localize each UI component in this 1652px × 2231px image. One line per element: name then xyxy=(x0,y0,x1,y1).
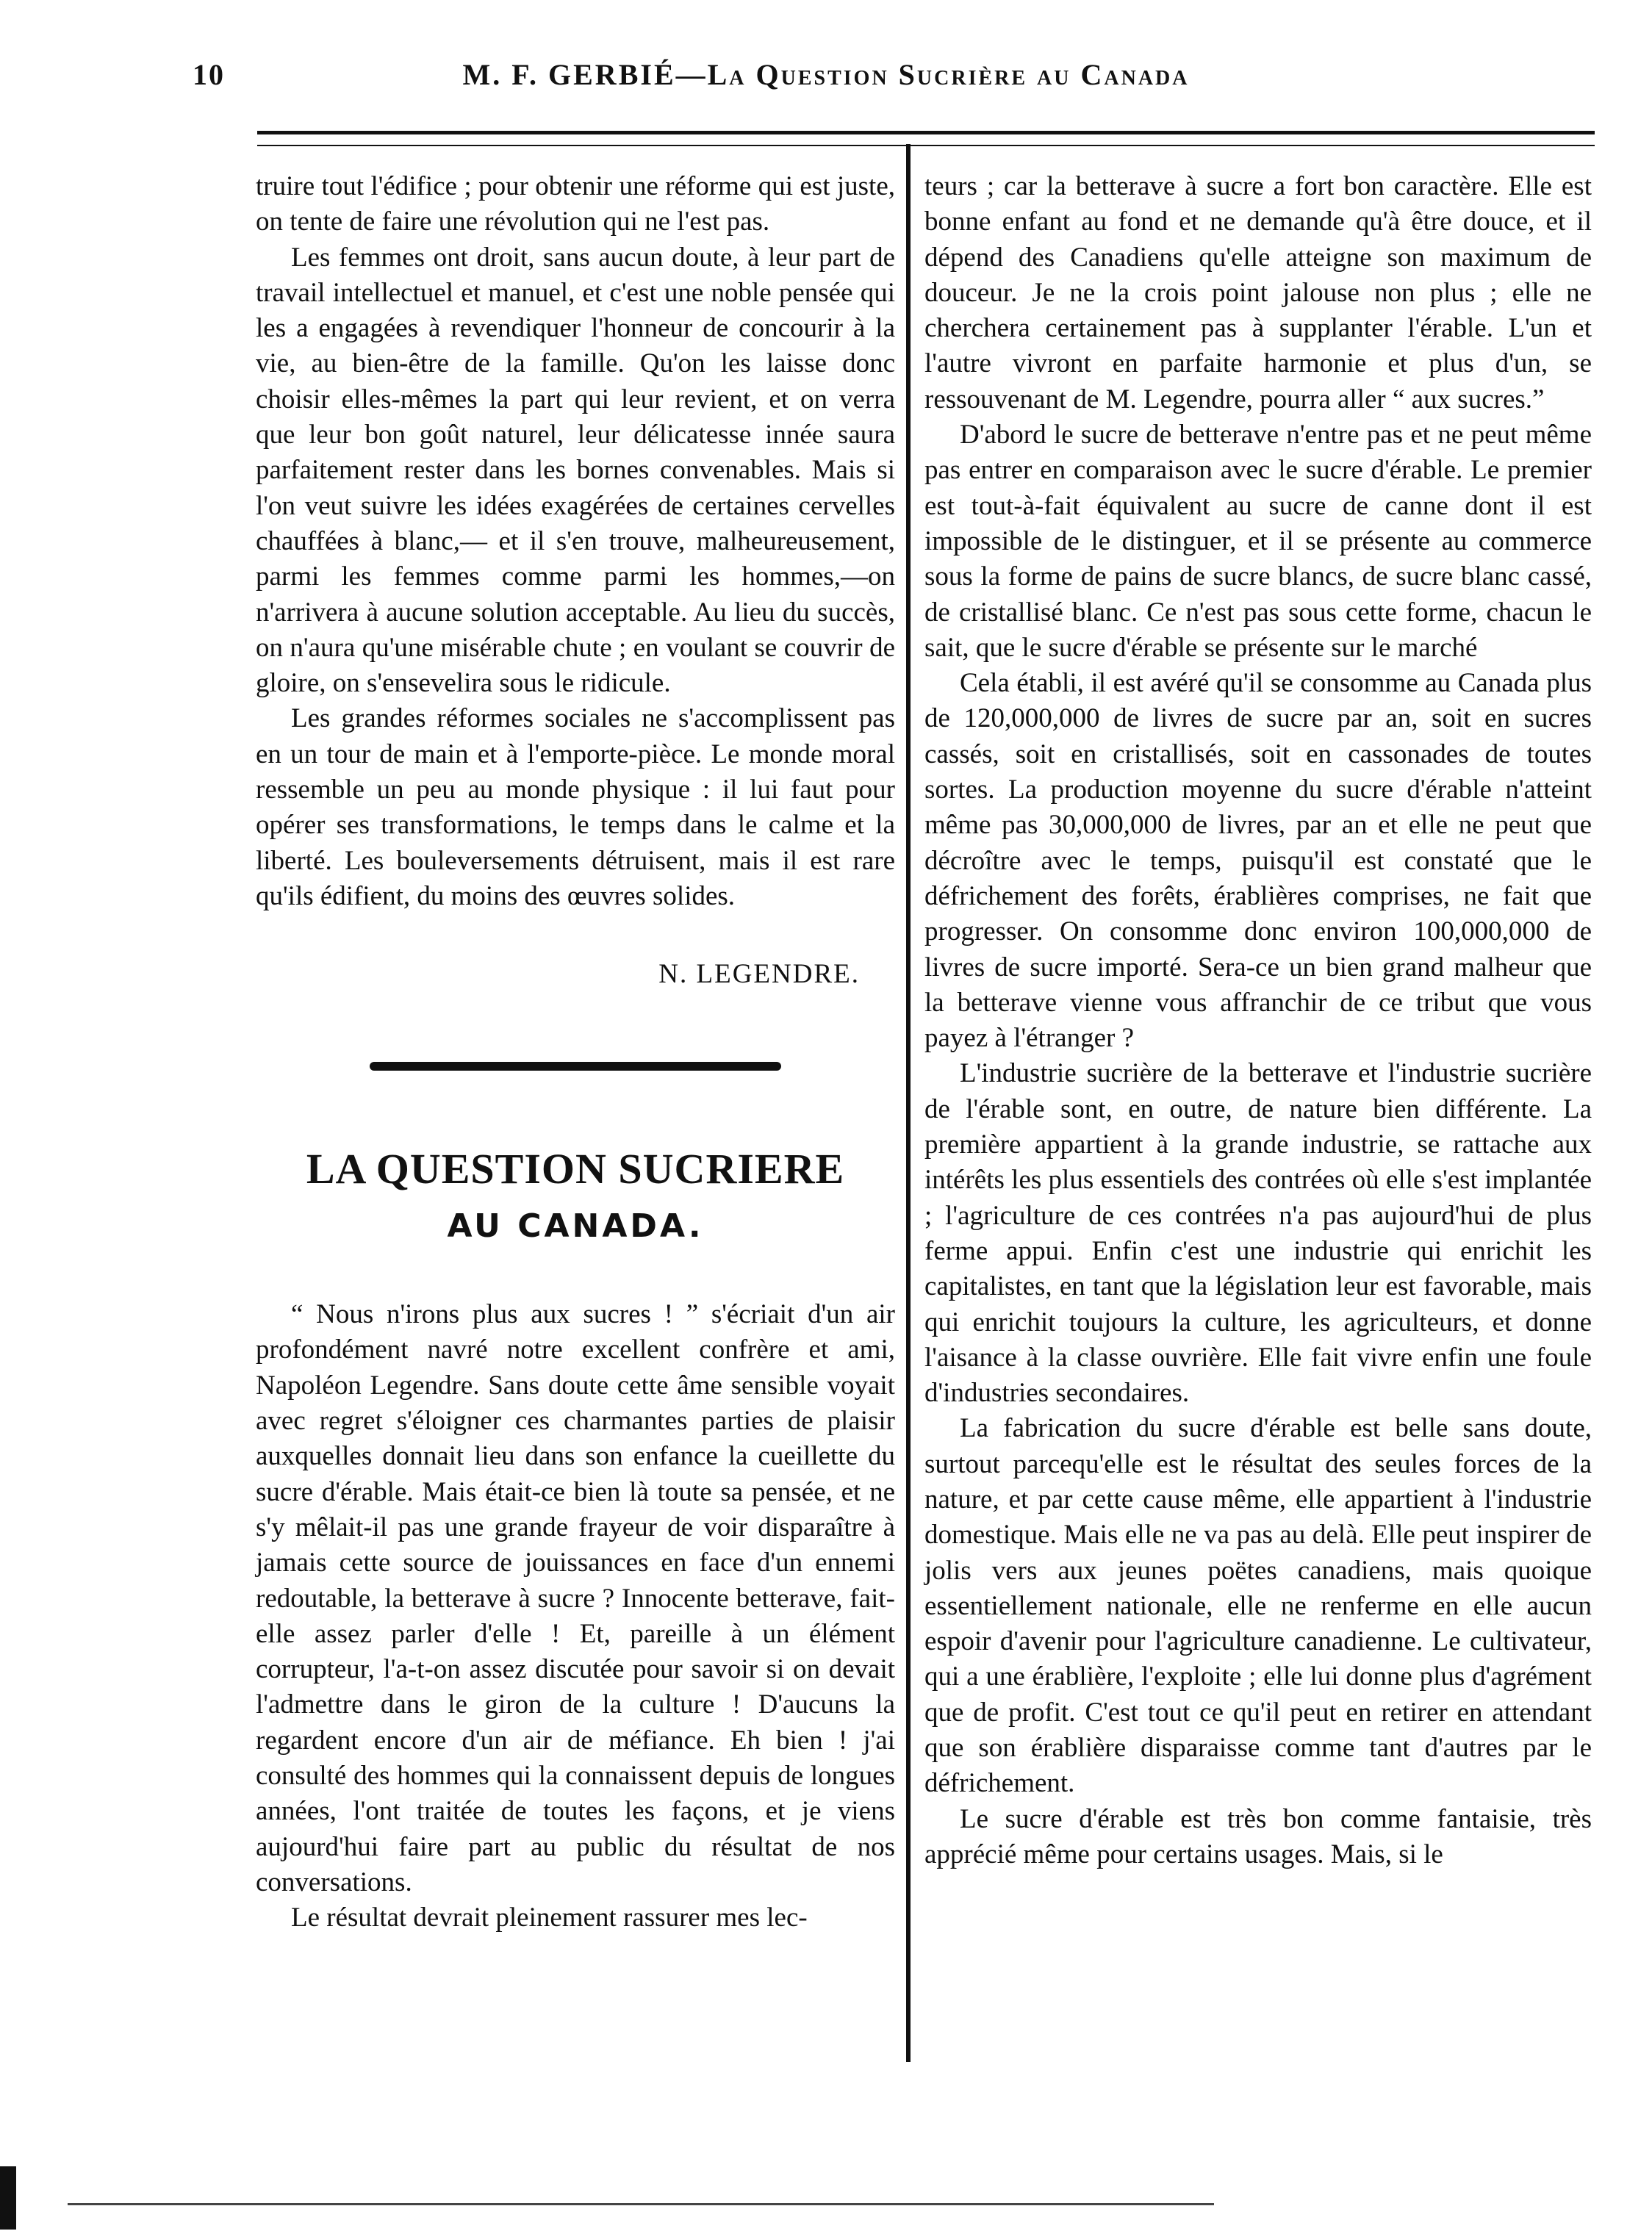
article-title: LA QUESTION SUCRIERE xyxy=(306,1144,845,1193)
article-body xyxy=(256,1297,895,1936)
paragraph: Les femmes ont droit, sans aucun doute, à leur part de travail intellectuel et manuel, et c'est une noble pensée qui les a engagées à revendiquer l'honneur de concourir à la vie, au bien-être de la famille. Qu'on les laisse donc choisir elles-mêmes la part qui leur revient, et on verra que leur bon goût naturel, leur délicatesse innée saura parfaitement rester dans les bornes convenables. Mais si l'on veut suivre les idées exagérées de certaines cervelles chauffées à blanc,— et il s'en trouve, malheureusement, parmi les femmes comme parmi les hommes,—on n'arrivera à aucune solution acceptable. Au lieu du succès, on n'aura qu'une misérable chute ; en voulant se couvrir de gloire, on s'ensevelira sous le ridicule. xyxy=(256,242,895,699)
paragraph: Le résultat devrait pleinement rassurer mes lec- xyxy=(291,1903,808,1933)
running-head-title: M. F. GERBIÉ—La Question Sucrière au Canada xyxy=(462,58,1190,91)
paragraph: D'abord le sucre de betterave n'entre pas et ne peut même pas entrer en comparaison avec le sucre d'érable. Le premier est tout-à-fait équivalent au sucre de canne dont il est impossible de le distinguer, et il se présente au commerce sous la forme de pains de sucre blancs, de sucre blanc cassé, de cristallisé blanc. Ce n'est pas sous cette forme, chacun le sait, que le sucre d'érable se présente sur le marché xyxy=(924,420,1592,663)
header-double-rule xyxy=(257,131,1595,146)
page-number: 10 xyxy=(193,58,225,91)
paragraph: Le sucre d'érable est très bon comme fantaisie, très apprécié même pour certains usages. Mais, si le xyxy=(924,1803,1592,1869)
scan-edge-mark xyxy=(0,2166,16,2230)
article-subtitle: AU CANADA. xyxy=(447,1207,704,1245)
paragraph: “ Nous n'irons plus aux sucres ! ” s'écriait d'un air profondément navré notre excellent confrère et ami, Napoléon Legendre. Sans doute cette âme sensible voyait avec regret s'éloigner ces charmantes parties de plaisir auxquelles donnait lieu dans son enfance la cueillette du sucre d'érable. Mais était-ce bien là toute sa pensée, et ne s'y mêlait-il pas une grande frayeur de voir disparaître à jamais cette source de jouissances en face d'un ennemi redoutable, la betterave à sucre ? Innocente betterave, fait-elle assez parler d'elle ! Et, pareille à un élément corrupteur, l'a-t-on assez discutée pour savoir si on devait l'admettre dans le giron de la culture ! D'aucuns la regardent encore d'un air de méfiance. Eh bien ! j'ai consulté des hommes qui la connaissent depuis de longues années, l'ont traitée de toutes les façons, et je viens aujourd'hui faire part au public du résultat de nos conversations. xyxy=(256,1299,895,1897)
paragraph: Cela établi, il est avéré qu'il se consomme au Canada plus de 120,000,000 de livres de sucre par an, soit en sucres cassés, soit en cristallisés, soit en cassonades de toutes sortes. La production moyenne du sucre d'érable n'atteint même pas 30,000,000 de livres, par an et elle ne peut que décroître avec le temps, puisqu'il est constaté que le défrichement des forêts, érablières comprises, ne fait que progresser. On consomme donc environ 100,000,000 de livres de sucre importé. Sera-ce un bien grand malheur que la betterave vienne vous affranchir de ce tribut que vous payez à l'étranger ? xyxy=(924,668,1592,1054)
paragraph: Les grandes réformes sociales ne s'accomplissent pas en un tour de main et à l'emporte-pièce. Le monde moral ressemble un peu au monde physique : il lui faut pour opérer ses transformations, le temps dans le calme et la liberté. Les bouleversements détruisent, mais il est rare qu'ils édifient, du moins des œuvres solides. xyxy=(256,703,895,911)
column-divider xyxy=(906,144,911,2062)
running-head xyxy=(0,57,1652,101)
signature: N. LEGENDRE. xyxy=(658,959,860,990)
paragraph: La fabrication du sucre d'érable est belle sans doute, surtout parcequ'elle est le résultat des seules forces de la nature, et par cette cause même, elle appartient à l'industrie domestique. Mais elle ne va pas au delà. Elle peut inspirer de jolis vers aux jeunes poëtes canadiens, mais quoique essentiellement nationale, elle ne renferme en elle aucun espoir d'avenir pour l'agriculture canadienne. Le cultivateur, qui a une érablière, l'exploite ; elle lui donne plus d'agrément que de profit. C'est tout ce qu'il peut en retirer en attendant que son érablière disparaisse comme tant d'autres par le défrichement. xyxy=(924,1413,1592,1799)
paragraph: truire tout l'édifice ; pour obtenir une réforme qui est juste, on tente de faire une révolution qui ne l'est pas. xyxy=(256,171,895,237)
bottom-rule xyxy=(68,2203,1214,2205)
left-column xyxy=(256,169,895,1936)
paragraph: teurs ; car la betterave à sucre a fort bon caractère. Elle est bonne enfant au fond et ne demande qu'à être douce, et il dépend des Canadiens qu'elle atteigne son maximum de douceur. Je ne la crois point jalouse non plus ; elle ne cherchera certainement pas à supplanter l'érable. L'un et l'autre vivront en parfaite harmonie et plus d'un, se ressouvenant de M. Legendre, pourra aller “ aux sucres.” xyxy=(924,171,1592,414)
section-ornament-rule xyxy=(370,1062,781,1071)
right-column xyxy=(924,169,1592,1872)
paragraph: L'industrie sucrière de la betterave et l'industrie sucrière de l'érable sont, en outre, de nature bien différente. La première appartient à la grande industrie, se rattache aux intérêts les plus essentiels des contrées où elle s'est implantée ; l'agriculture de ces contrées n'a pas aujourd'hui de plus ferme appui. Enfin c'est une industrie qui enrichit les capitalistes, en tant que la législation leur est favorable, mais qui enrichit toujours la culture, les agriculteurs, et donne l'aisance à la classe ouvrière. Elle fait vivre enfin une foule d'industries secondaires. xyxy=(924,1058,1592,1409)
previous-article xyxy=(256,169,895,993)
